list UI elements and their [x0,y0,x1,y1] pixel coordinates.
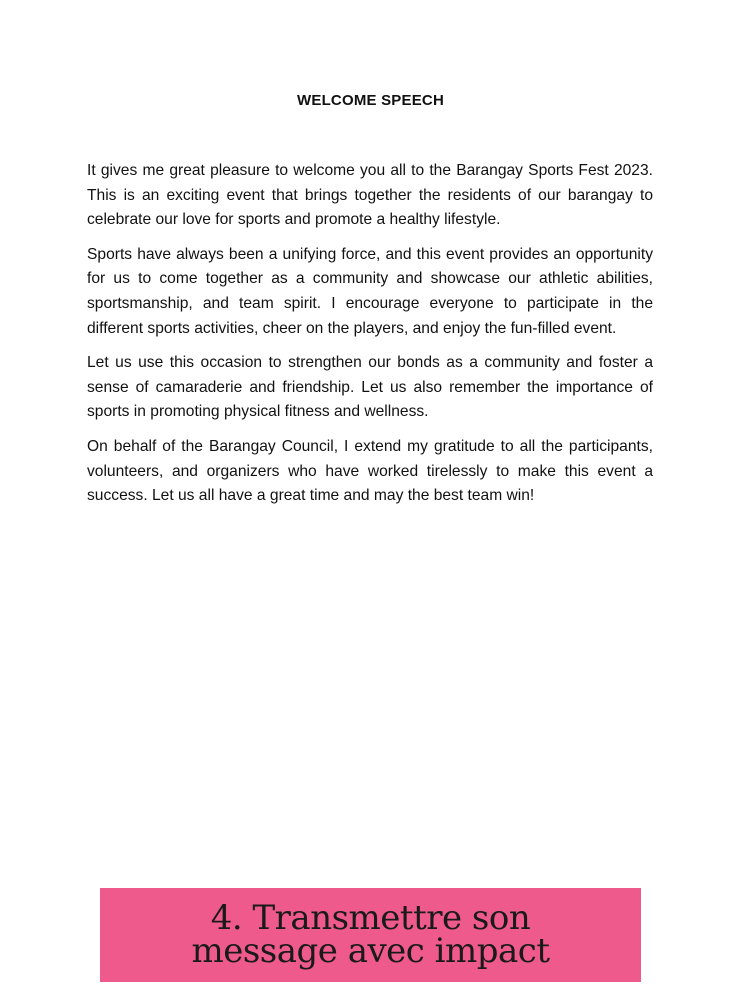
speech-paragraph-1: It gives me great pleasure to welcome you all to the Barangay Sports Fest 2023. This is an exciting event that brings together the residents of our barangay to celebrate our love for sports and promote a healthy lifestyle. [87,162,653,229]
speech-paragraph-2: Sports have always been a unifying force, and this event provides an opportunity for us to come together as a community and showcase our athletic abilities, sportsmanship, and team spirit. I encourage everyone to participate in the different sports activities, cheer on the players, and enjoy the fun-filled event. [87,245,653,337]
banner-line-2: message avec impact [191,931,550,971]
banner-heading [100,898,641,971]
banner-line-1: 4. Transmettre son [210,898,531,938]
caption-banner [100,888,641,982]
speech-title: WELCOME SPEECH [297,92,444,109]
speech-paragraph-3: Let us use this occasion to strengthen our bonds as a community and foster a sense of camaraderie and friendship. Let us also remember the importance of sports in promoting physical fitness and wellness. [87,354,653,421]
speech-body [87,159,653,519]
speech-paragraph-4: On behalf of the Barangay Council, I extend my gratitude to all the participants, volunteers, and organizers who have worked tirelessly to make this event a success. Let us all have a great time and may the best team win! [87,437,653,505]
